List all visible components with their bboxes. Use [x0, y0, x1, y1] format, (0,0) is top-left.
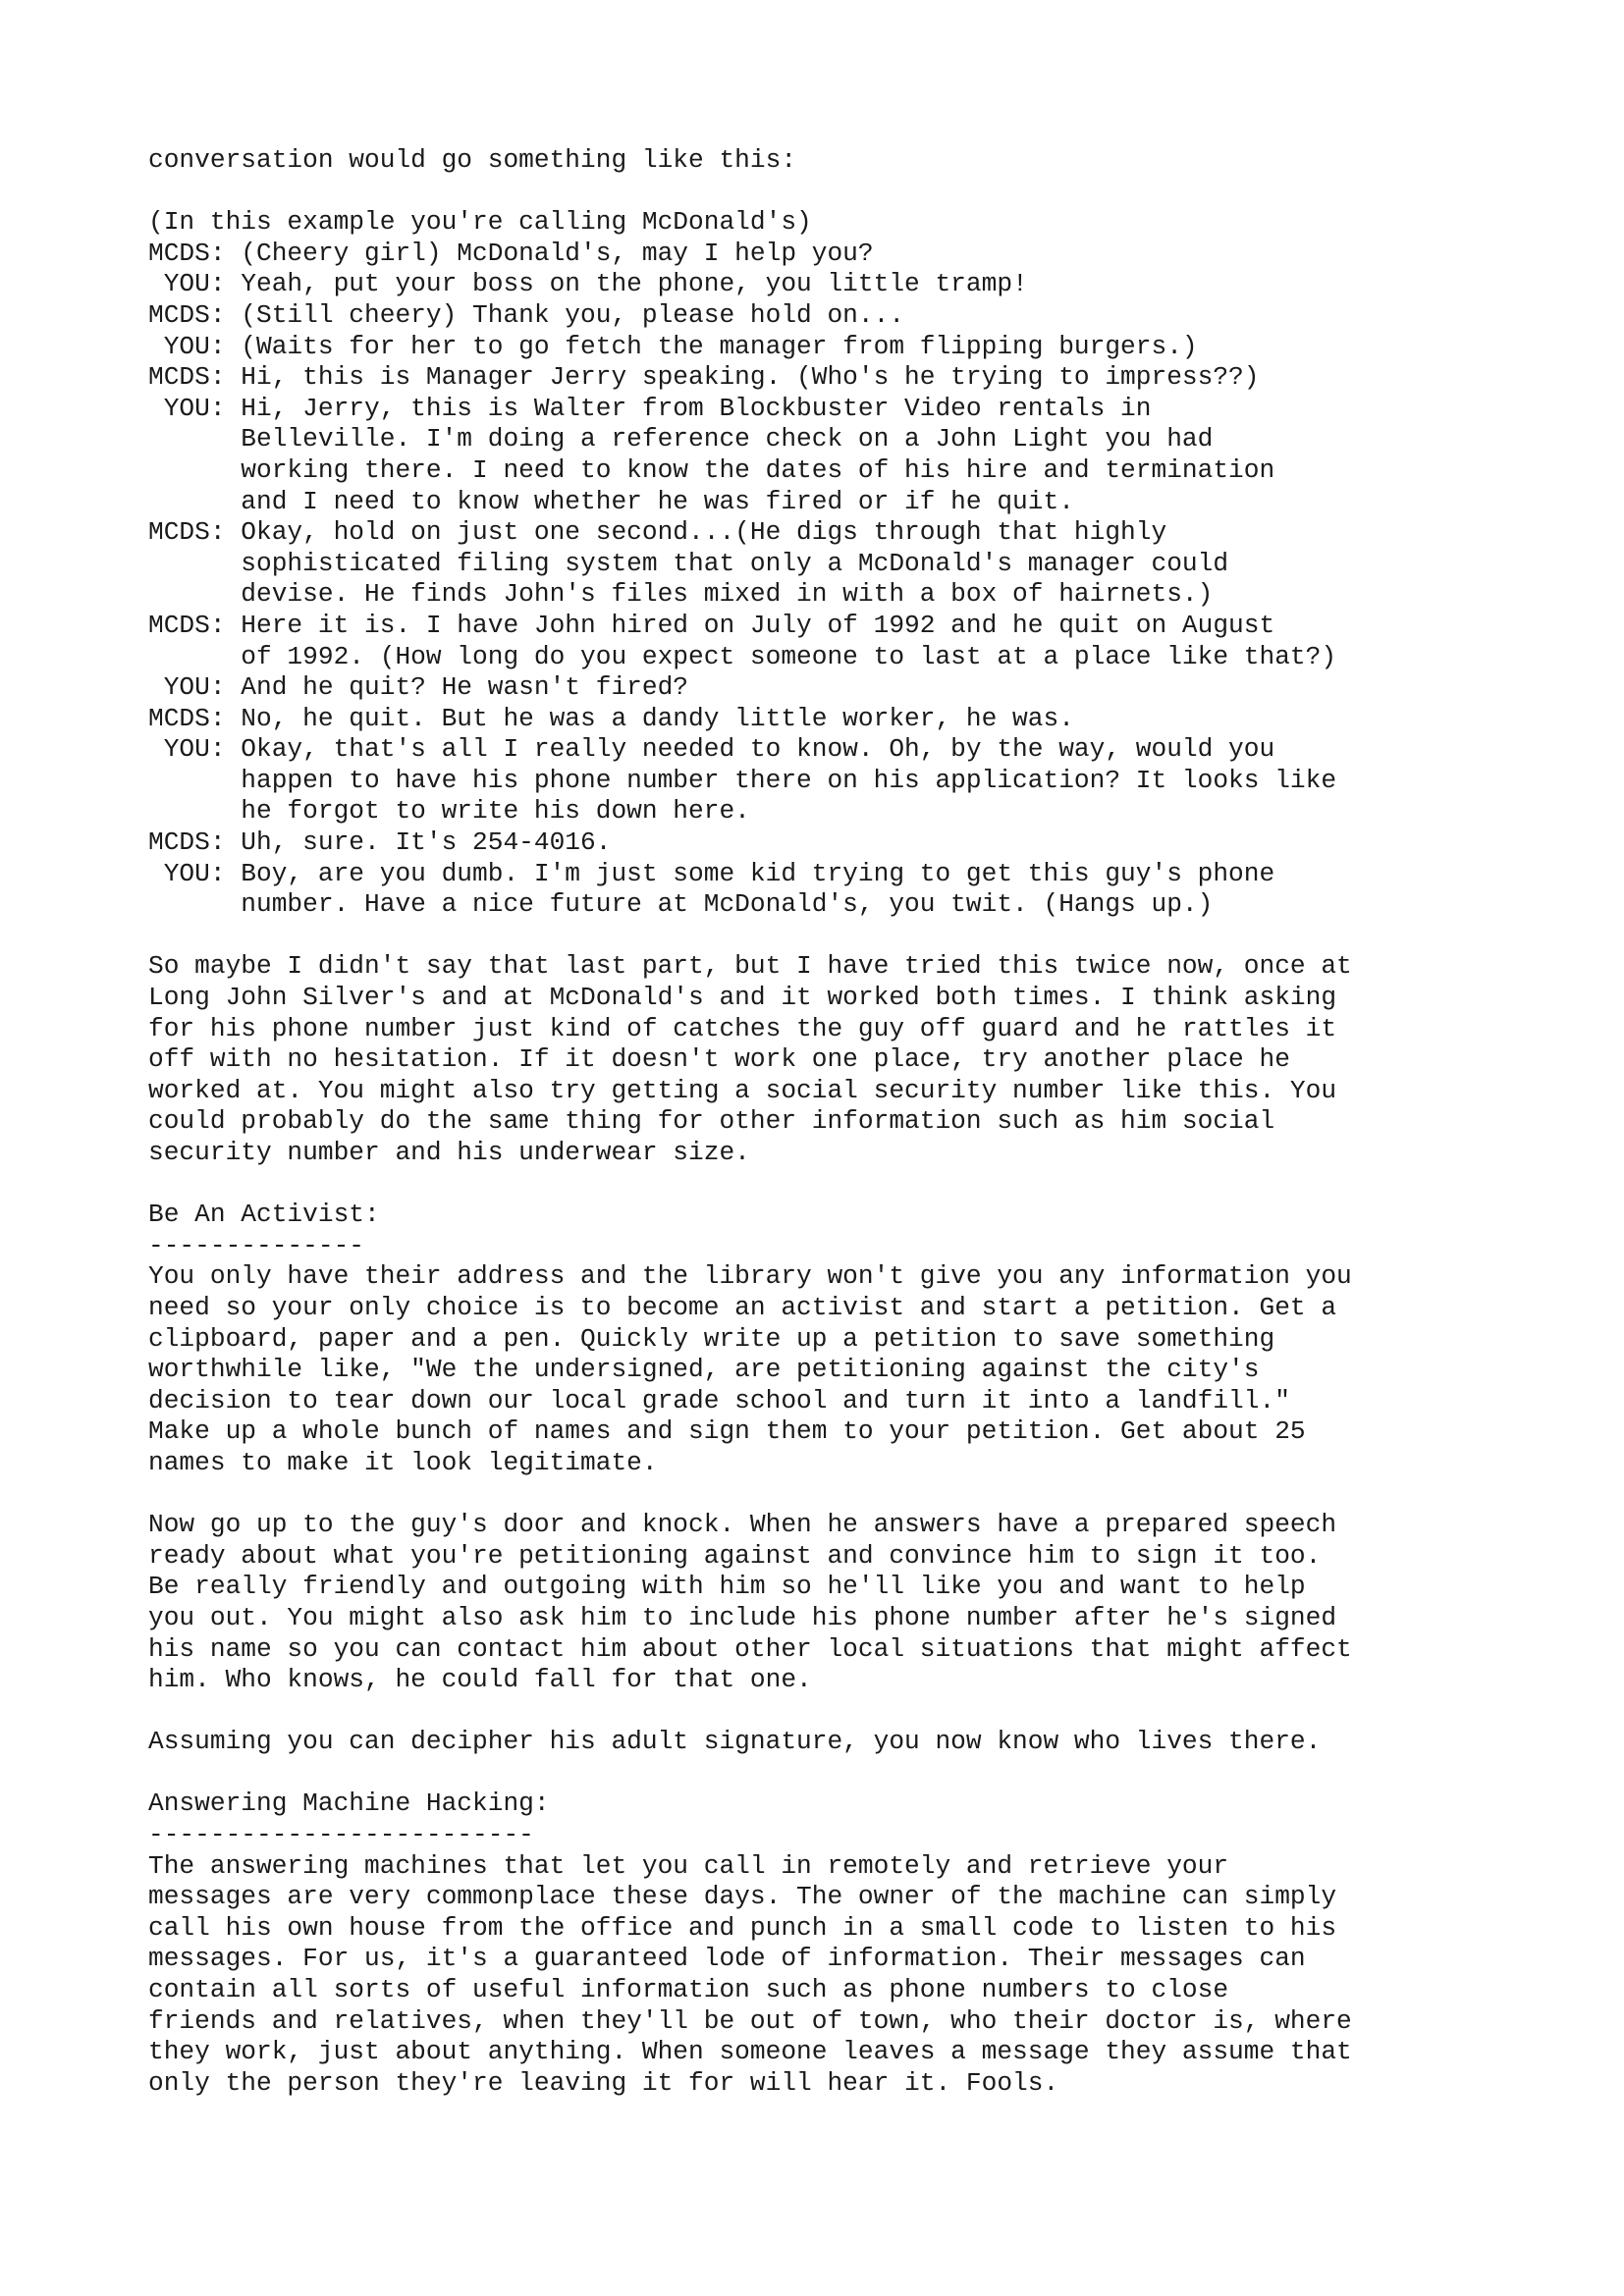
text-line: Assuming you can decipher his adult signature, you now know who lives there.: [148, 1727, 1322, 1757]
dialogue-line: YOU: Boy, are you dumb. I'm just some kid trying to get this guy's phone: [148, 858, 1275, 888]
text-line: The answering machines that let you call in remotely and retrieve your: [148, 1850, 1229, 1881]
dialogue-line: MCDS: Uh, sure. It's 254-4016.: [148, 828, 612, 858]
dialogue-line: MCDS: (Cheery girl) McDonald's, may I help you?: [148, 238, 874, 268]
text-line: need so your only choice is to become an activist and start a petition. Get a: [148, 1292, 1337, 1322]
text-line: Now go up to the guy's door and knock. When he answers have a prepared speech: [148, 1510, 1337, 1540]
text-line: conversation would go something like this:: [148, 145, 797, 175]
blank-line: [148, 921, 1601, 952]
text-line: friends and relatives, when they'll be out of town, who their doctor is, where: [148, 2005, 1352, 2036]
dialogue-line: MCDS: No, he quit. But he was a dandy little worker, he was.: [148, 703, 1074, 733]
dialogue-line: he forgot to write his down here.: [148, 796, 750, 827]
text-line: only the person they're leaving it for will hear it. Fools.: [148, 2067, 1059, 2098]
dialogue-line: devise. He finds John's files mixed in with a box of hairnets.): [148, 579, 1214, 610]
blank-line: [148, 177, 1601, 208]
text-line: contain all sorts of useful information such as phone numbers to close: [148, 1975, 1229, 2005]
text-line: ready about what you're petitioning against and convince him to sign it too.: [148, 1540, 1322, 1571]
dialogue-line: Belleville. I'm doing a reference check on a John Light you had: [148, 424, 1214, 454]
dialogue-line: MCDS: (Still cheery) Thank you, please hold on...: [148, 299, 905, 330]
text-line: You only have their address and the library won't give you any information you: [148, 1261, 1352, 1292]
dialogue-line: MCDS: Here it is. I have John hired on July of 1992 and he quit on August: [148, 610, 1275, 640]
text-line: Make up a whole bunch of names and sign them to your petition. Get about 25: [148, 1416, 1306, 1447]
text-line: him. Who knows, he could fall for that one.: [148, 1665, 812, 1695]
text-line: decision to tear down our local grade school and turn it into a landfill.": [148, 1385, 1290, 1415]
text-line: Long John Silver's and at McDonald's and it worked both times. I think asking: [148, 983, 1337, 1013]
text-line: names to make it look legitimate.: [148, 1447, 658, 1477]
text-line: worked at. You might also try getting a social security number like this. You: [148, 1075, 1337, 1105]
dialogue-line: YOU: Okay, that's all I really needed to know. Oh, by the way, would you: [148, 734, 1275, 765]
text-line: clipboard, paper and a pen. Quickly write up a petition to save something: [148, 1323, 1275, 1354]
dialogue-line: of 1992. (How long do you expect someone to last at a place like that?): [148, 641, 1337, 671]
dialogue-line: working there. I need to know the dates of his hire and termination: [148, 454, 1275, 485]
text-line: messages are very commonplace these days. The owner of the machine can simply: [148, 1882, 1337, 1912]
section-heading: Be An Activist:: [148, 1200, 380, 1230]
text-line: you out. You might also ask him to include his phone number after he's signed: [148, 1602, 1337, 1632]
text-line: could probably do the same thing for other information such as him social: [148, 1106, 1275, 1137]
text-line: for his phone number just kind of catches the guy off guard and he rattles it: [148, 1013, 1337, 1043]
dialogue-line: MCDS: Hi, this is Manager Jerry speaking. (Who's he trying to impress??): [148, 362, 1260, 393]
blank-line: [148, 1169, 1601, 1201]
document-page: [148, 145, 1601, 2099]
dialogue-line: YOU: Hi, Jerry, this is Walter from Blockbuster Video rentals in: [148, 393, 1152, 423]
text-line: worthwhile like, "We the undersigned, are petitioning against the city's: [148, 1355, 1260, 1385]
blank-line: [148, 1479, 1601, 1511]
dialogue-line: YOU: And he quit? He wasn't fired?: [148, 672, 689, 703]
dialogue-line: happen to have his phone number there on his application? It looks like: [148, 765, 1337, 795]
heading-underline: -------------------------: [148, 1820, 534, 1850]
text-line: call his own house from the office and punch in a small code to listen to his: [148, 1912, 1337, 1943]
blank-line: [148, 1758, 1601, 1789]
blank-line: [148, 1696, 1601, 1728]
dialogue-line: YOU: Yeah, put your boss on the phone, you little tramp!: [148, 269, 1028, 299]
text-line: they work, just about anything. When someone leaves a message they assume that: [148, 2037, 1352, 2067]
text-line: messages. For us, it's a guaranteed lode of information. Their messages can: [148, 1944, 1306, 1974]
text-line: his name so you can contact him about other local situations that might affect: [148, 1633, 1352, 1664]
dialogue-line: and I need to know whether he was fired or if he quit.: [148, 486, 1074, 516]
dialogue-line: MCDS: Okay, hold on just one second...(He digs through that highly: [148, 517, 1167, 548]
text-line: So maybe I didn't say that last part, but I have tried this twice now, once at: [148, 951, 1352, 982]
text-line: security number and his underwear size.: [148, 1138, 750, 1167]
section-heading: Answering Machine Hacking:: [148, 1789, 550, 1819]
text-line: Be really friendly and outgoing with him so he'll like you and want to help: [148, 1572, 1306, 1602]
text-line: off with no hesitation. If it doesn't work one place, try another place he: [148, 1044, 1290, 1075]
text-line: (In this example you're calling McDonald's): [148, 207, 812, 238]
dialogue-line: YOU: (Waits for her to go fetch the manager from flipping burgers.): [148, 331, 1198, 361]
heading-underline: --------------: [148, 1230, 365, 1260]
dialogue-line: number. Have a nice future at McDonald's, you twit. (Hangs up.): [148, 889, 1214, 920]
dialogue-line: sophisticated filing system that only a McDonald's manager could: [148, 548, 1229, 578]
